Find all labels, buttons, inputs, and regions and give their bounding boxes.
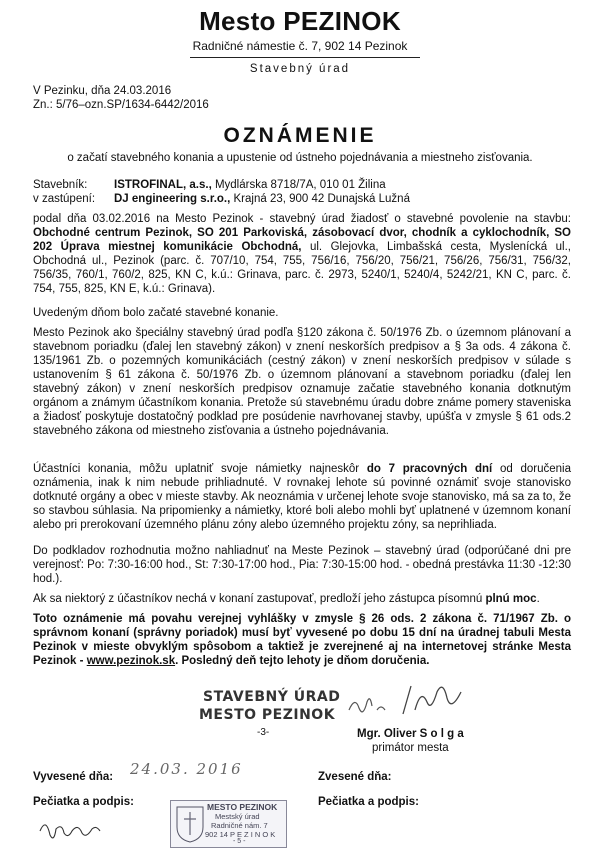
- office-name: Stavebný úrad: [249, 63, 351, 75]
- office-stamp-line2: MESTO PEZINOK: [199, 707, 336, 723]
- mayor-name: Mgr. Oliver S o l g a: [357, 728, 464, 740]
- stamp-number-small: - 5 -: [233, 838, 246, 845]
- parcel-list: ul. Glejovka, Limbašská cesta, Myslenícká ul., Obchodná ul., Pezinok (parc. č. 707/10, 754, 755, 756/16, 756/20, 756/21, 756/26, 756/31, 756/32, 756/35, 760/1, 760/2, 825, KN C, k.ú.: Grinava, parc. č. 2973, 5240/1, 5240/4, 5242/21, KN C, parc. č. 754, 755, 825, KN E, k.ú.: Grinava).: [33, 241, 571, 295]
- mayor-signature: [345, 680, 470, 722]
- paragraph-start: Uvedeným dňom bolo začaté stavebné konanie.: [33, 307, 279, 319]
- city-address: Radničné námestie č. 7, 902 14 Pezinok: [192, 39, 408, 53]
- notice-heading: OZNÁMENIE: [223, 124, 377, 147]
- stamp-city: MESTO PEZINOK: [207, 802, 278, 812]
- mayor-role: primátor mesta: [372, 742, 449, 754]
- stamp-postal: 902 14 P E Z I N O K: [205, 830, 276, 839]
- reference-number: Zn.: 5/76–ozn.SP/1634-6442/2016: [33, 99, 209, 111]
- website-link[interactable]: www.pezinok.sk: [86, 655, 176, 667]
- representative-address: Krajná 23, 900 42 Dunajská Lužná: [230, 193, 410, 205]
- builder-address: Mydlárska 8718/7A, 010 01 Žilina: [211, 179, 386, 191]
- representative-name: DJ engineering s.r.o.,: [114, 193, 231, 205]
- place-date: V Pezinku, dňa 24.03.2016: [33, 85, 172, 97]
- posting-signature: [36, 815, 116, 841]
- representation-text: Ak sa niektorý z účastníkov nechá v konaní zastupovať, predloží jeho zástupca písomnú: [33, 593, 486, 605]
- municipal-stamp: [170, 800, 287, 848]
- power-of-attorney: plnú moc: [485, 593, 537, 605]
- public-notice-end: . Posledný deň tejto lehoty je dňom doručenia.: [175, 655, 430, 667]
- notice-subheading: o začatí stavebného konania a upustenie od ústneho pojednávania a miestneho zisťovania.: [67, 152, 533, 164]
- removed-label: Zvesené dňa:: [318, 771, 392, 783]
- seal-label-left: Pečiatka a podpis:: [33, 796, 134, 808]
- builder-row: [33, 179, 386, 191]
- posted-date: 24.03. 2016: [130, 760, 243, 778]
- representative-row: [33, 193, 410, 205]
- representative-label: v zastúpení:: [33, 193, 96, 205]
- paragraph-inspection: Do podkladov rozhodnutia možno nahliadnuť na Meste Pezinok – stavebný úrad (odporúčané dni pre verejnosť: Po: 7:30-16:00 hod., St: 7:30-17:00 hod., Pia: 7:30-15:00 hod. - obedná prestávka 11:30 -12:30 hod.).: [33, 545, 571, 585]
- coat-of-arms-icon: [175, 805, 205, 843]
- public-notice-text: Toto oznámenie má povahu verejnej vyhlášky v zmysle § 26 ods. 2 zákona č. 71/1967 Zb. o správnom konaní (správny poriadok) musí byť vyvesené po dobu 15 dní na úradnej tabuli Mesta Pezinok v mieste obvyklým spôsobom a taktiež je zverejnené aj na internetovej stránke Mesta Pezinok -: [33, 613, 571, 667]
- stamp-number: -3-: [257, 727, 270, 738]
- posted-label: Vyvesené dňa:: [33, 771, 114, 783]
- builder-label: Stavebník:: [33, 179, 88, 191]
- paragraph-public-notice: [33, 612, 571, 668]
- objection-deadline: do 7 pracovných dní: [366, 463, 493, 475]
- office-stamp-line1: STAVEBNÝ ÚRAD: [203, 689, 341, 705]
- header-divider: [190, 57, 420, 58]
- paragraph-objections: [33, 462, 571, 532]
- representation-end: .: [536, 593, 540, 605]
- paragraph-legal-basis: Mesto Pezinok ako špeciálny stavebný úrad podľa §120 zákona č. 50/1976 Zb. o územnom plánovaní a stavebnom poriadku (ďalej len stavebný zákon) v znení neskorších predpisov a § 3a ods. 4 zákona č. 135/1961 Zb. o pozemných komunikáciách (cestný zákon) v znení neskorších predpisov v súlade s ustanovením § 61 zákona č. 50/1976 Zb. o územnom plánovaní a stavebnom poriadku (ďalej len stavebný zákon) v znení neskorších predpisov oznamuje začatie stavebného konania dotknutým orgánom a známym účastníkom konania. Pretože sú stavebnému úradu dobre známe pomery staveniska a žiadosť poskytuje dostatočný podklad pre posúdenie navrhovanej stavby, upúšťa v zmysle § 61 ods.2 stavebného zákona od miestneho zisťovania a ústneho pojednávania.: [33, 327, 571, 437]
- seal-label-right: Pečiatka a podpis:: [318, 796, 419, 808]
- stamp-street: Radničné nám. 7: [211, 821, 268, 830]
- stamp-office: Mestský úrad: [215, 812, 260, 821]
- paragraph-application: [33, 212, 571, 296]
- objections-intro: Účastníci konania, môžu uplatniť svoje námietky najneskôr: [33, 463, 367, 475]
- city-title: Mesto PEZINOK: [199, 6, 401, 36]
- paragraph-representation: [33, 592, 571, 606]
- objections-rest: od doručenia oznámenia, inak k nim nebude prihliadnuté. V rovnakej lehote sú povinné oznámiť svoje stanovisko dotknuté orgány a obec v mieste stavby. Ak neoznámia v určenej lehote svoje stanovisko, má sa za to, že so stavbou súhlasia. Na pripomienky a námietky, ktoré boli alebo mohli byť uplatnené v územnom konaní alebo pri prerokovaní územného plánu zóny alebo územného projektu zóny, sa neprihliada.: [33, 463, 572, 531]
- building-name: Obchodné centrum Pezinok, SO 201 Parkoviská, zásobovací dvor, chodník a cyklochodník, SO 202 Úprava miestnej komunikácie Obchodná,: [33, 227, 571, 253]
- builder-name: ISTROFINAL, a.s.,: [114, 179, 212, 191]
- application-intro: podal dňa 03.02.2016 na Mesto Pezinok - stavebný úrad žiadosť o stavebné povolenie na stavbu:: [33, 213, 571, 225]
